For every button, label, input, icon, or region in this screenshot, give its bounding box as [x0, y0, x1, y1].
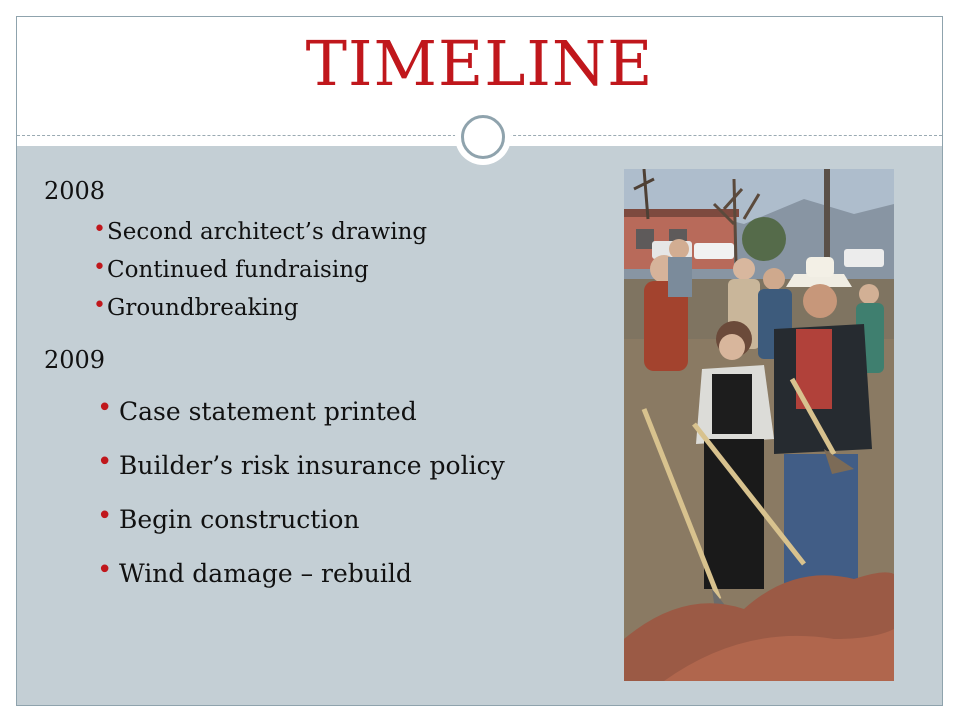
bullet-icon: • [93, 255, 106, 280]
list-item: • Builder’s risk insurance policy [97, 447, 505, 480]
list-item: • Begin construction [97, 501, 360, 534]
year-heading-2008: 2008 [44, 177, 106, 205]
bullet-icon: • [97, 447, 113, 477]
bullet-icon: • [93, 293, 106, 318]
circle-ornament-icon [455, 109, 511, 165]
year-heading-2009: 2009 [44, 346, 106, 374]
list-item: • Continued fundraising [93, 255, 369, 283]
list-item: • Second architect’s drawing [93, 217, 428, 245]
list-item: • Wind damage – rebuild [97, 555, 412, 588]
list-item: • Case statement printed [97, 393, 417, 426]
bullet-icon: • [93, 217, 106, 242]
ornament-ring [461, 115, 505, 159]
bullet-icon: • [97, 393, 113, 423]
bullet-icon: • [97, 501, 113, 531]
list-2009 [97, 395, 505, 611]
groundbreaking-photo-illustration [624, 169, 894, 681]
slide-title: TIMELINE [305, 27, 654, 100]
groundbreaking-photo [624, 169, 894, 681]
bullet-icon: • [97, 555, 113, 585]
list-item: • Groundbreaking [93, 293, 299, 321]
list-2008 [93, 217, 427, 331]
slide [16, 16, 943, 706]
